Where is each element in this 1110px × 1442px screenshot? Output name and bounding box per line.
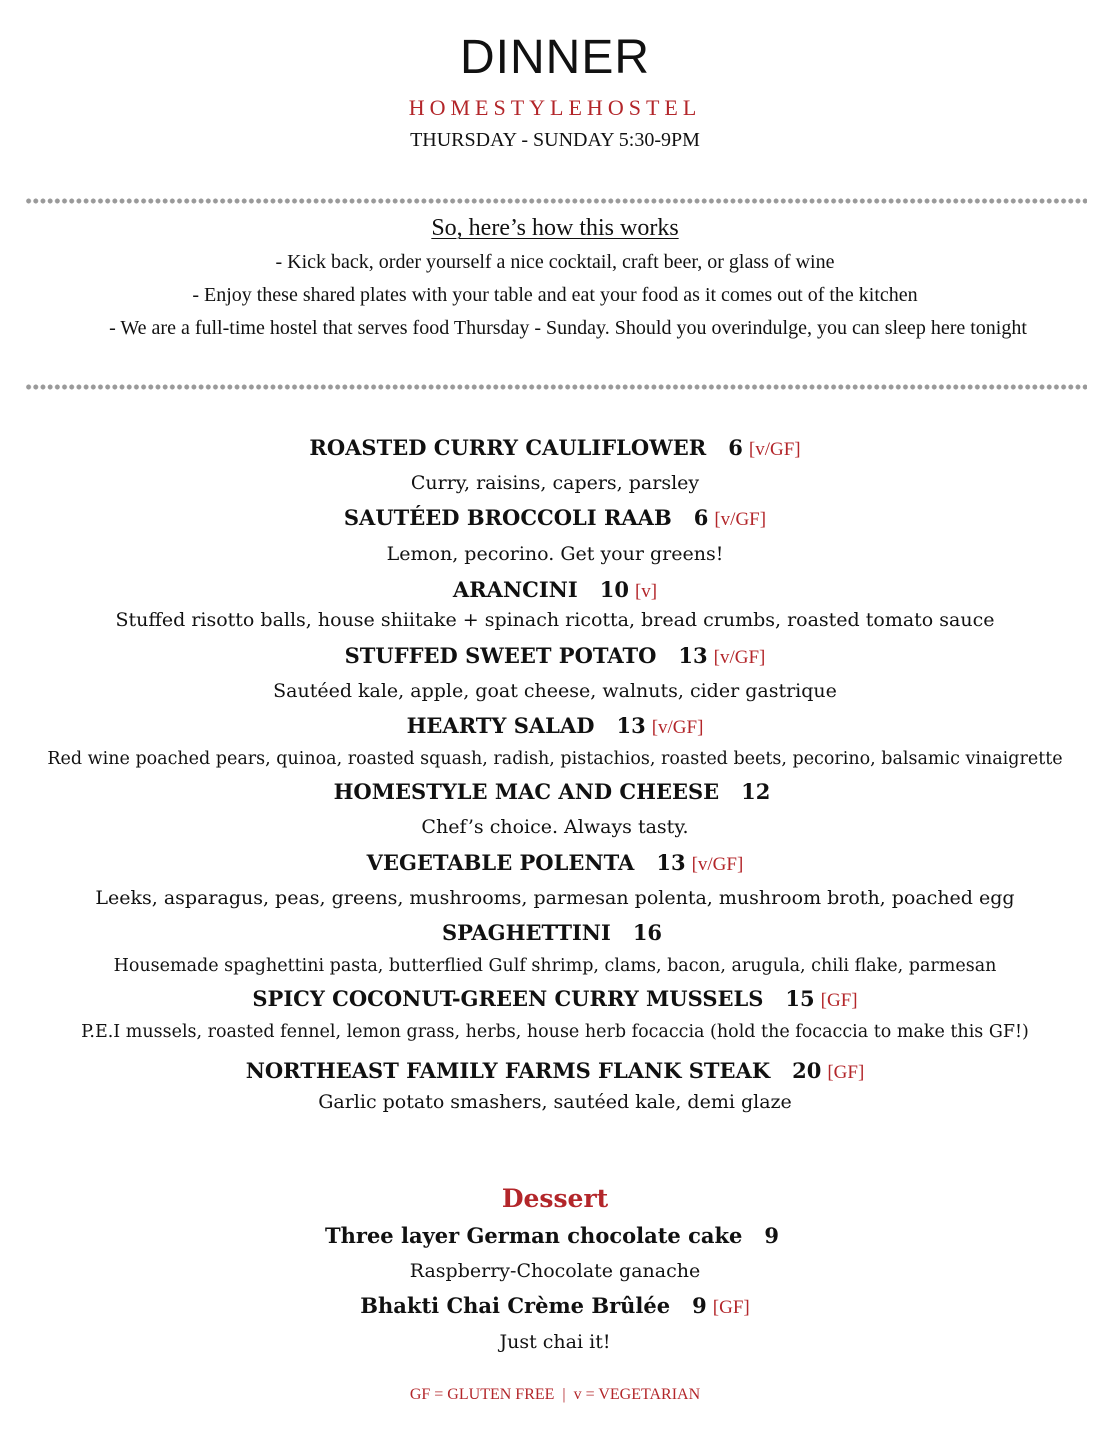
dish-name: ARANCINI: [452, 577, 578, 602]
menu-item-name: [0, 576, 1110, 606]
dish-price: 6: [728, 435, 743, 460]
dish-name: ROASTED CURRY CAULIFLOWER: [309, 435, 707, 460]
dish-price: 13: [678, 643, 708, 668]
dish-name: HEARTY SALAD: [406, 713, 595, 738]
dotted-divider-bottom: [25, 384, 1087, 390]
legend-separator: |: [562, 1386, 566, 1403]
menu-item-name: [0, 849, 1110, 879]
menu-item-name: [0, 712, 1110, 742]
dish-tag: [v]: [634, 581, 658, 602]
legend-gluten-free: GF = GLUTEN FREE: [409, 1386, 555, 1403]
dessert-item-name: [0, 1222, 1110, 1252]
intro-heading: So, here’s how this works: [431, 215, 679, 241]
dish-price: 13: [656, 850, 686, 875]
dish-price: 16: [632, 920, 663, 945]
menu-item-description: Curry, raisins, capers, parsley: [410, 472, 700, 494]
menu-item-name: [0, 778, 1110, 808]
dish-tag: [v/GF]: [691, 854, 744, 875]
menu-item-name: [0, 642, 1110, 672]
menu-item-description: Garlic potato smashers, sautéed kale, demi glaze: [318, 1091, 792, 1113]
dish-name: SAUTÉED BROCCOLI RAAB: [343, 505, 672, 530]
dish-price: 15: [785, 986, 815, 1011]
dish-tag: [GF]: [827, 1062, 865, 1083]
menu-item-description: Chef’s choice. Always tasty.: [421, 816, 689, 838]
dessert-item-description: Raspberry-Chocolate ganache: [409, 1260, 701, 1282]
menu-item-description: Sautéed kale, apple, goat cheese, walnuts, cider gastrique: [273, 680, 837, 702]
dessert-price: 9: [764, 1223, 780, 1248]
dish-name: SPICY COCONUT-GREEN CURRY MUSSELS: [252, 986, 764, 1011]
dish-tag: [GF]: [820, 990, 858, 1011]
dotted-divider-top: [25, 198, 1087, 204]
intro-line: - Kick back, order yourself a nice cocktail, craft beer, or glass of wine: [275, 251, 835, 273]
dessert-item-name: [0, 1292, 1110, 1322]
dish-price: 13: [616, 713, 646, 738]
restaurant-name: HOMESTYLEHOSTEL: [408, 95, 702, 120]
dish-price: 10: [599, 577, 629, 602]
service-hours: THURSDAY - SUNDAY 5:30-9PM: [410, 129, 700, 151]
menu-item-description: Lemon, pecorino. Get your greens!: [386, 543, 724, 565]
menu-item-description: Red wine poached pears, quinoa, roasted squash, radish, pistachios, roasted beets, pecorino, balsamic vinaigrette: [47, 749, 1063, 769]
menu-item-description: Stuffed risotto balls, house shiitake + spinach ricotta, bread crumbs, roasted tomato sauce: [115, 609, 995, 631]
dish-tag: [v/GF]: [714, 509, 767, 530]
menu-item-description: Housemade spaghettini pasta, butterflied Gulf shrimp, clams, bacon, arugula, chili flake, parmesan: [113, 956, 997, 976]
menu-item-description: P.E.I mussels, roasted fennel, lemon grass, herbs, house herb focaccia (hold the focaccia to make this GF!): [81, 1022, 1029, 1042]
menu-item-description: Leeks, asparagus, peas, greens, mushrooms, parmesan polenta, mushroom broth, poached egg: [95, 887, 1015, 909]
dessert-name: Bhakti Chai Crème Brûlée: [360, 1293, 671, 1318]
menu-item-name: [0, 1057, 1110, 1087]
dish-tag: [v/GF]: [713, 647, 766, 668]
dish-price: 12: [741, 779, 771, 804]
dish-tag: [v/GF]: [651, 717, 704, 738]
legend-vegetarian: v = VEGETARIAN: [573, 1386, 701, 1403]
dish-name: NORTHEAST FAMILY FARMS FLANK STEAK: [245, 1058, 771, 1083]
dish-price: 20: [792, 1058, 822, 1083]
dish-name: STUFFED SWEET POTATO: [344, 643, 657, 668]
intro-line: - Enjoy these shared plates with your table and eat your food as it comes out of the kitchen: [192, 284, 918, 306]
dish-name: HOMESTYLE MAC AND CHEESE: [333, 779, 720, 804]
dessert-price: 9: [692, 1293, 707, 1318]
dietary-legend: [0, 1384, 1110, 1406]
dish-name: VEGETABLE POLENTA: [366, 850, 635, 875]
intro-line: - We are a full-time hostel that serves food Thursday - Sunday. Should you overindulge, you can sleep here tonight: [109, 317, 1027, 339]
page-title: DINNER: [459, 31, 650, 84]
dessert-item-description: Just chai it!: [499, 1331, 611, 1353]
dessert-name: Three layer German chocolate cake: [324, 1223, 743, 1248]
dessert-heading: Dessert: [501, 1184, 609, 1213]
dish-price: 6: [693, 505, 709, 530]
menu-item-name: [0, 504, 1110, 534]
dessert-tag: [GF]: [712, 1297, 750, 1318]
menu-item-name: [0, 434, 1110, 464]
menu-item-name: [0, 919, 1110, 949]
dish-tag: [v/GF]: [748, 439, 801, 460]
dish-name: SPAGHETTINI: [441, 920, 611, 945]
menu-item-name: [0, 985, 1110, 1015]
